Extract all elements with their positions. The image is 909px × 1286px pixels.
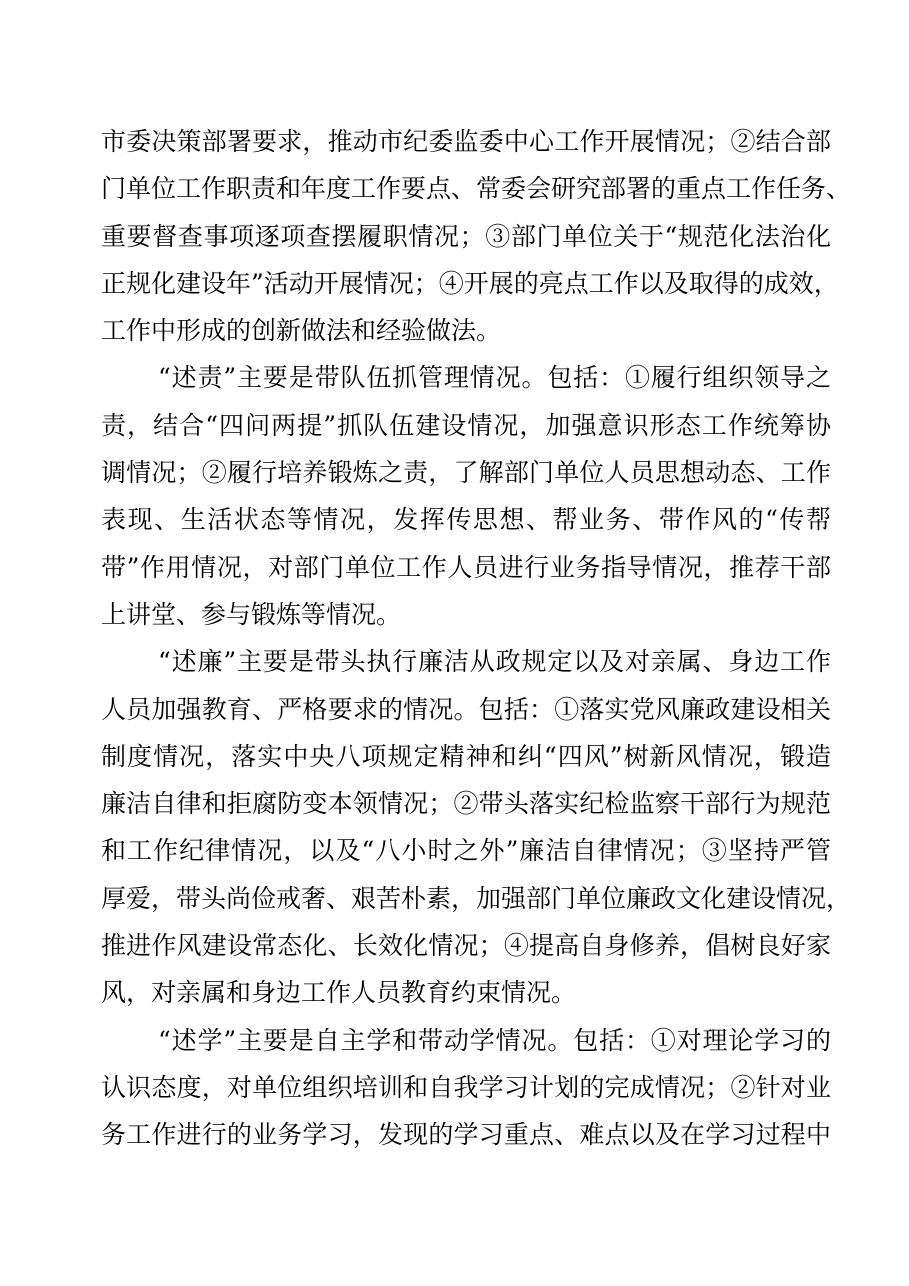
text-line: 工作中形成的创新做法和经验做法。 [101,316,502,346]
text-line: “述廉”主要是带头执行廉洁从政规定以及对亲属、身边工作 [158,647,831,677]
text-line: 上讲堂、参与锻炼等情况。 [101,599,402,629]
text-line: 市委决策部署要求，推动市纪委监委中心工作开展情况；②结合部 [101,127,831,156]
text-line: 门单位工作职责和年度工作要点、常委会研究部署的重点工作任务、 [101,174,852,204]
text-line: 责，结合“四问两提”抓队伍建设情况，加强意识形态工作统筹协 [101,410,831,440]
text-line: 带”作用情况，对部门单位工作人员进行业务指导情况，推荐干部 [101,552,831,582]
text-line: 厚爱，带头尚俭戒奢、艰苦朴素，加强部门单位廉政文化建设情况， [101,883,852,913]
text-line: 推进作风建设常态化、长效化情况；④提高自身修养，倡树良好家 [101,931,831,961]
text-line: 廉洁自律和拒腐防变本领情况；②带头落实纪检监察干部行为规范 [101,789,831,819]
paragraph-work-report [101,118,852,354]
text-line: 务工作进行的业务学习，发现的学习重点、难点以及在学习过程中 [101,1120,831,1150]
paragraph-shulian [101,638,852,1016]
text-line: “述责”主要是带队伍抓管理情况。包括：①履行组织领导之 [158,363,831,393]
text-line: “述学”主要是自主学和带动学情况。包括：①对理论学习的 [158,1025,831,1055]
paragraph-shuze [101,354,831,638]
text-line: 正规化建设年”活动开展情况；④开展的亮点工作以及取得的成效， [101,268,839,298]
text-line: 重要督查事项逐项查摆履职情况；③部门单位关于“规范化法治化 [101,221,831,251]
document-body [101,118,852,1159]
paragraph-shuxue [101,1017,831,1159]
text-line: 认识态度，对单位组织培训和自我学习计划的完成情况；②针对业 [101,1072,831,1102]
text-line: 和工作纪律情况，以及“八小时之外”廉洁自律情况；③坚持严管 [101,836,831,866]
text-line: 制度情况，落实中央八项规定精神和纠“四风”树新风情况，锻造 [101,741,831,771]
text-line: 人员加强教育、严格要求的情况。包括：①落实党风廉政建设相关 [101,694,831,724]
text-line: 风，对亲属和身边工作人员教育约束情况。 [101,978,577,1008]
text-line: 调情况；②履行培养锻炼之责，了解部门单位人员思想动态、工作 [101,458,831,488]
text-line: 表现、生活状态等情况，发挥传思想、帮业务、带作风的“传帮 [101,505,831,535]
